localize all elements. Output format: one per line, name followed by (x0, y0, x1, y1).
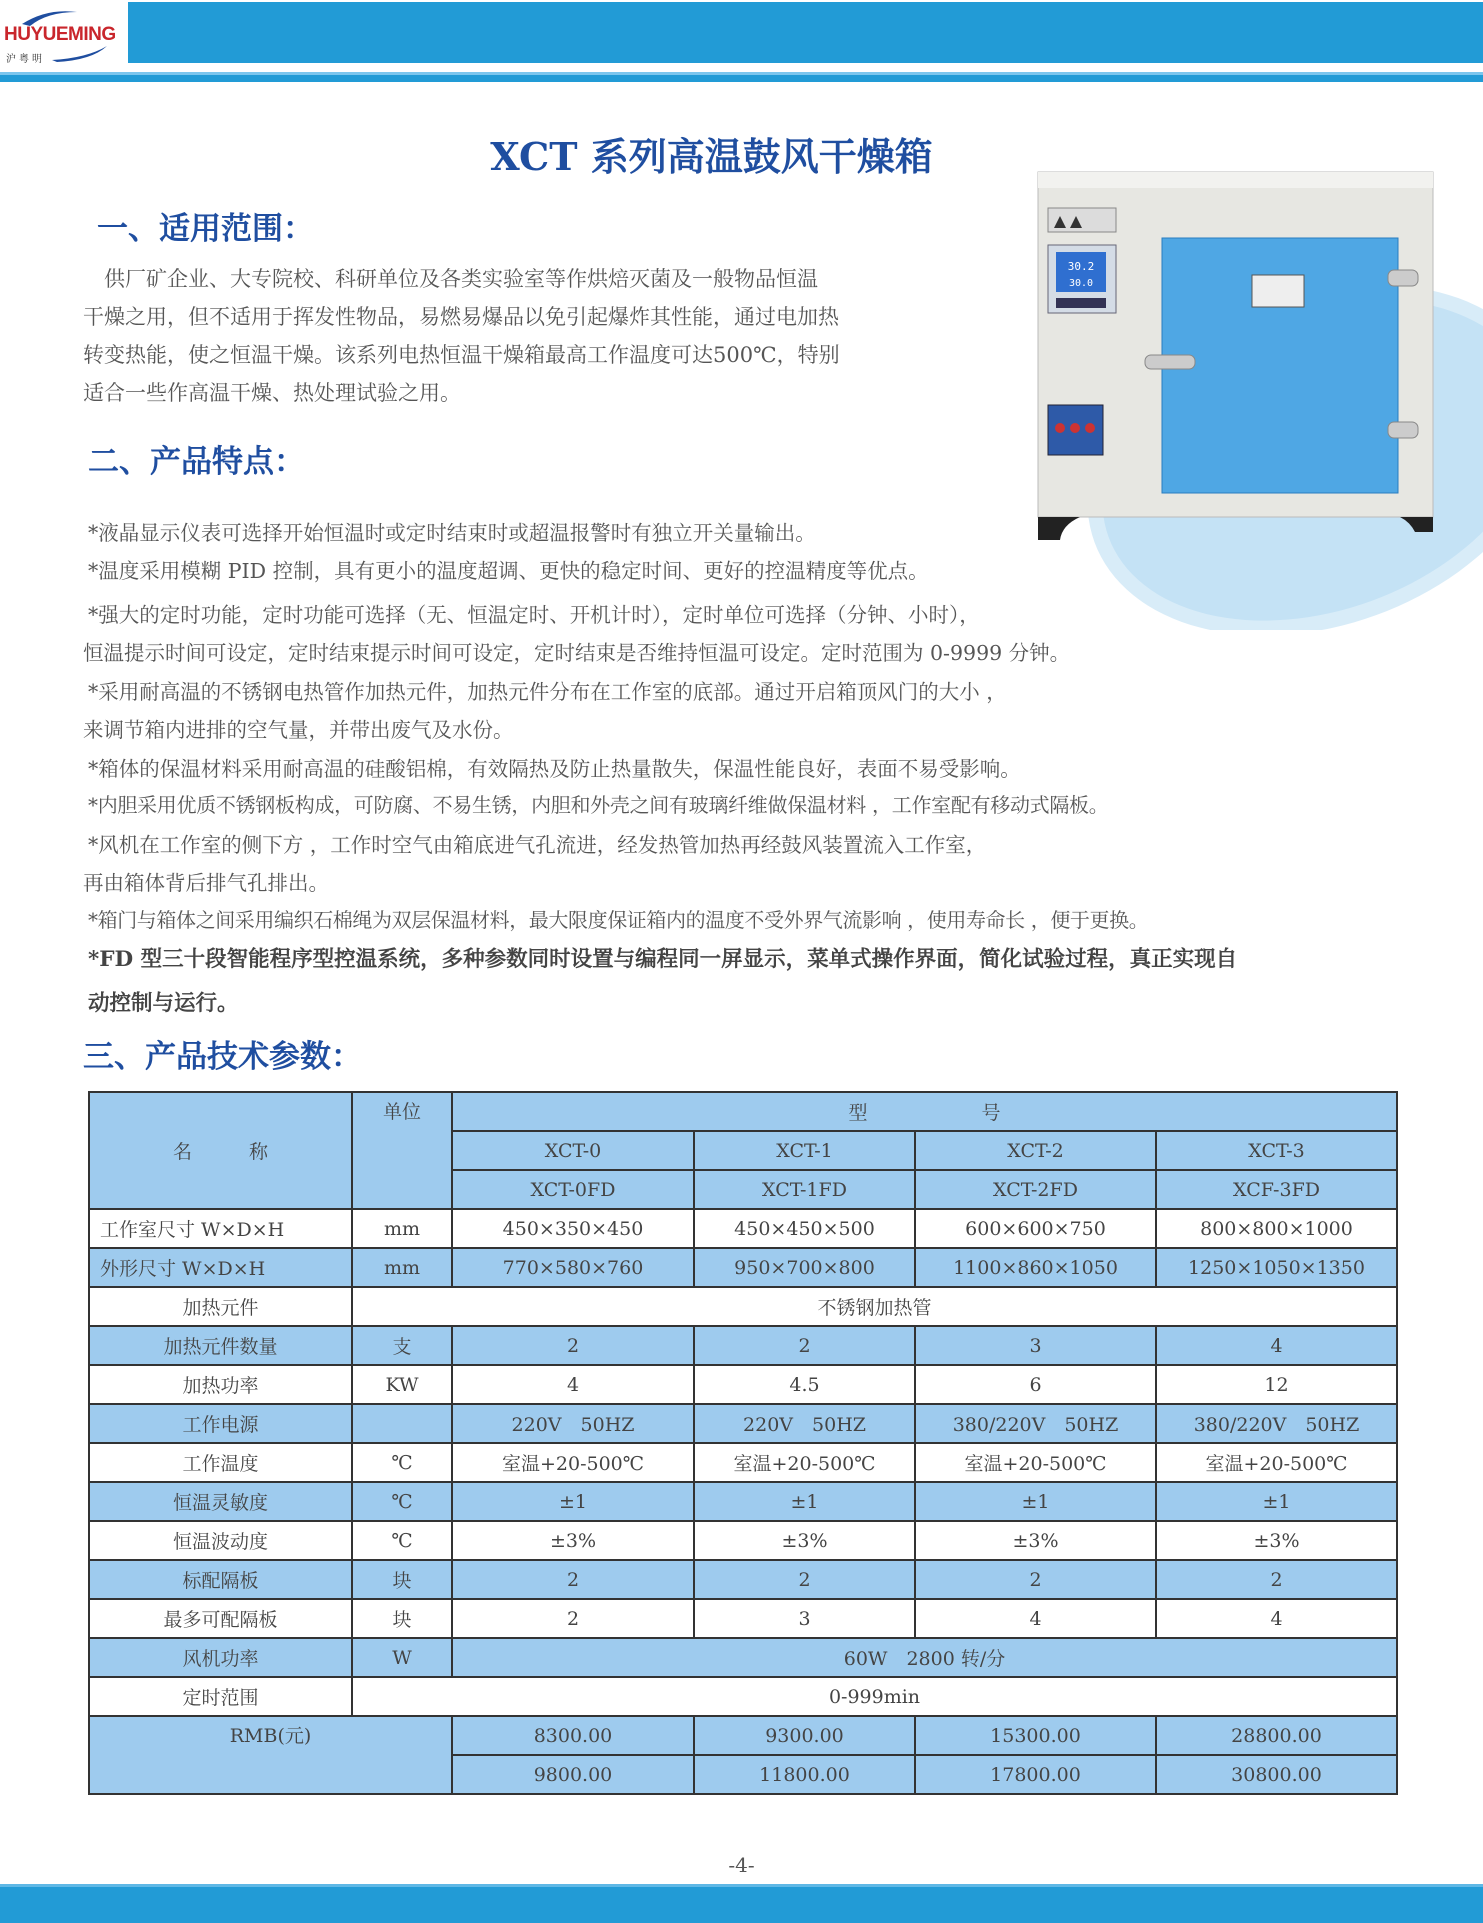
row-label: 工作温度 (89, 1443, 352, 1482)
price-cell: 8300.00 (452, 1716, 694, 1755)
price-row (89, 1716, 1397, 1755)
logo-subtext: 沪粤明 (6, 54, 45, 65)
value-cell: 3 (915, 1326, 1156, 1365)
value-cell: ±3% (1156, 1521, 1397, 1560)
feature-line: *内胆采用优质不锈钢板构成，可防腐、不易生锈，内胆和外壳之间有玻璃纤维做保温材料 ，工作室配有移动式隔板。 (88, 793, 1109, 817)
row-label: 加热元件数量 (89, 1326, 352, 1365)
value-cell: 2 (452, 1560, 694, 1599)
model-cell: XCT-0 (452, 1131, 694, 1170)
paragraph-line: 适合一些作高温干燥、热处理试验之用。 (83, 381, 461, 405)
value-cell: 2 (452, 1326, 694, 1365)
page-number: -4- (728, 1853, 755, 1877)
table-row (89, 1248, 1397, 1287)
value-cell: 220V 50HZ (694, 1404, 915, 1443)
footer-band (0, 1884, 1483, 1923)
row-label: 风机功率 (89, 1638, 352, 1677)
row-label: 最多可配隔板 (89, 1599, 352, 1638)
price-label: RMB(元) (89, 1716, 452, 1794)
unit-cell: mm (352, 1248, 452, 1287)
value-cell: 950×700×800 (694, 1248, 915, 1287)
value-cell: 4 (452, 1365, 694, 1404)
value-cell: 380/220V 50HZ (1156, 1404, 1397, 1443)
value-cell: 800×800×1000 (1156, 1209, 1397, 1248)
value-cell: 600×600×750 (915, 1209, 1156, 1248)
name-header: 名 称 (89, 1092, 352, 1209)
value-cell: 4.5 (694, 1365, 915, 1404)
price-fd-cell: 30800.00 (1156, 1755, 1397, 1794)
table-header-row (89, 1092, 1397, 1131)
table-row (89, 1560, 1397, 1599)
feature-line: *风机在工作室的侧下方 ，工作时空气由箱底进气孔流进，经发热管加热再经鼓风装置流入工作室， (88, 833, 987, 857)
table-row (89, 1404, 1397, 1443)
value-cell: ±3% (452, 1521, 694, 1560)
value-cell: 220V 50HZ (452, 1404, 694, 1443)
row-label: 外形尺寸 W×D×H (89, 1248, 352, 1287)
row-label: 标配隔板 (89, 1560, 352, 1599)
company-logo (2, 8, 126, 65)
paragraph-line: 干燥之用，但不适用于挥发性物品，易燃易爆品以免引起爆炸其性能，通过电加热 (83, 305, 839, 329)
unit-cell: ℃ (352, 1482, 452, 1521)
table-row (89, 1365, 1397, 1404)
table-row (89, 1443, 1397, 1482)
table-row (89, 1638, 1397, 1677)
unit-cell: mm (352, 1209, 452, 1248)
price-cell: 9300.00 (694, 1716, 915, 1755)
product-image (990, 160, 1483, 630)
table-row (89, 1677, 1397, 1716)
logo-text: HUYUEMING (4, 24, 116, 45)
model-fd-cell: XCT-0FD (452, 1170, 694, 1209)
paragraph-line: 供厂矿企业、大专院校、科研单位及各类实验室等作烘焙灭菌及一般物品恒温 (83, 267, 818, 291)
value-cell: 4 (1156, 1599, 1397, 1638)
price-fd-cell: 11800.00 (694, 1755, 915, 1794)
unit-cell: 支 (352, 1326, 452, 1365)
value-cell: 450×450×500 (694, 1209, 915, 1248)
paragraph-line: 转变热能，使之恒温干燥。该系列电热恒温干燥箱最高工作温度可达500℃，特别 (83, 343, 840, 367)
table-row (89, 1287, 1397, 1326)
feature-line: 再由箱体背后排气孔排出。 (83, 871, 329, 895)
row-label: 加热元件 (89, 1287, 352, 1326)
unit-cell: 块 (352, 1560, 452, 1599)
value-cell: 2 (915, 1560, 1156, 1599)
value-cell: ±1 (1156, 1482, 1397, 1521)
model-header: 型 号 (452, 1092, 1397, 1131)
row-value: 不锈钢加热管 (352, 1287, 1397, 1326)
model-fd-cell: XCF-3FD (1156, 1170, 1397, 1209)
feature-line: 恒温提示时间可设定，定时结束提示时间可设定，定时结束是否维持恒温可设定。定时范围为 0-9999 分钟。 (83, 641, 1071, 665)
model-cell: XCT-1 (694, 1131, 915, 1170)
value-cell: 室温+20-500℃ (694, 1443, 915, 1482)
price-cell: 15300.00 (915, 1716, 1156, 1755)
row-label: 定时范围 (89, 1677, 352, 1716)
table-row (89, 1209, 1397, 1248)
model-cell: XCT-2 (915, 1131, 1156, 1170)
unit-cell: 块 (352, 1599, 452, 1638)
value-cell: 3 (694, 1599, 915, 1638)
table-row (89, 1599, 1397, 1638)
header-band (128, 2, 1483, 63)
feature-line: 来调节箱内进排的空气量，并带出废气及水份。 (83, 718, 514, 742)
feature-line: *FD 型三十段智能程序型控温系统，多种参数同时设置与编程同一屏显示，菜单式操作界面，简化试验过程，真正实现自 (88, 947, 1238, 972)
table-row (89, 1482, 1397, 1521)
feature-line: *箱门与箱体之间采用编织石棉绳为双层保温材料，最大限度保证箱内的温度不受外界气流影响 ，使用寿命长 ，便于更换。 (88, 908, 1149, 932)
section-heading-features: 二、产品特点： (88, 444, 305, 480)
value-cell: 380/220V 50HZ (915, 1404, 1156, 1443)
value-cell: 4 (1156, 1326, 1397, 1365)
table-row (89, 1326, 1397, 1365)
row-label: 工作室尺寸 W×D×H (89, 1209, 352, 1248)
value-cell: ±1 (915, 1482, 1156, 1521)
value-cell: 2 (1156, 1560, 1397, 1599)
price-fd-cell: 17800.00 (915, 1755, 1156, 1794)
value-cell: 室温+20-500℃ (452, 1443, 694, 1482)
value-cell: 2 (694, 1326, 915, 1365)
value-cell: 室温+20-500℃ (915, 1443, 1156, 1482)
feature-line: *采用耐高温的不锈钢电热管作加热元件，加热元件分布在工作室的底部。通过开启箱顶风门的大小 ， (88, 680, 1007, 704)
table-row (89, 1521, 1397, 1560)
value-cell: ±1 (452, 1482, 694, 1521)
section-heading-specs: 三、产品技术参数： (83, 1039, 362, 1075)
value-cell: 12 (1156, 1365, 1397, 1404)
sv-readout: 30.0 (1068, 278, 1094, 289)
value-cell: ±3% (915, 1521, 1156, 1560)
feature-line: *强大的定时功能，定时功能可选择（无、恒温定时、开机计时），定时单位可选择（分钟、小时）， (88, 603, 980, 627)
feature-line: 动控制与运行。 (88, 991, 239, 1016)
value-cell: 450×350×450 (452, 1209, 694, 1248)
model-fd-cell: XCT-1FD (694, 1170, 915, 1209)
unit-cell: KW (352, 1365, 452, 1404)
value-cell: 770×580×760 (452, 1248, 694, 1287)
spec-table (88, 1091, 1398, 1795)
page-title: XCT 系列高温鼓风干燥箱 (490, 134, 933, 179)
header-divider (0, 75, 1483, 82)
feature-line: *温度采用模糊 PID 控制，具有更小的温度超调、更快的稳定时间、更好的控温精度等优点。 (88, 559, 929, 583)
value-cell: 1250×1050×1350 (1156, 1248, 1397, 1287)
price-cell: 28800.00 (1156, 1716, 1397, 1755)
unit-cell: ℃ (352, 1521, 452, 1560)
unit-header: 单位 (352, 1092, 452, 1209)
value-cell: 2 (452, 1599, 694, 1638)
unit-cell (352, 1404, 452, 1443)
value-cell: 6 (915, 1365, 1156, 1404)
row-value: 0-999min (352, 1677, 1397, 1716)
value-cell: ±1 (694, 1482, 915, 1521)
row-value: 60W 2800 转/分 (452, 1638, 1397, 1677)
value-cell: 4 (915, 1599, 1156, 1638)
unit-cell: ℃ (352, 1443, 452, 1482)
value-cell: ±3% (694, 1521, 915, 1560)
model-cell: XCT-3 (1156, 1131, 1397, 1170)
section-heading-scope: 一、适用范围： (97, 211, 314, 247)
feature-line: *液晶显示仪表可选择开始恒温时或定时结束时或超温报警时有独立开关量输出。 (88, 521, 816, 545)
pv-readout: 30.2 (1067, 260, 1095, 273)
row-label: 加热功率 (89, 1365, 352, 1404)
value-cell: 室温+20-500℃ (1156, 1443, 1397, 1482)
model-fd-cell: XCT-2FD (915, 1170, 1156, 1209)
row-label: 恒温灵敏度 (89, 1482, 352, 1521)
value-cell: 1100×860×1050 (915, 1248, 1156, 1287)
feature-line: *箱体的保温材料采用耐高温的硅酸铝棉，有效隔热及防止热量散失，保温性能良好，表面不易受影响。 (88, 757, 1021, 781)
row-label: 工作电源 (89, 1404, 352, 1443)
row-label: 恒温波动度 (89, 1521, 352, 1560)
price-fd-cell: 9800.00 (452, 1755, 694, 1794)
scope-paragraph (83, 260, 1013, 412)
unit-cell: W (352, 1638, 452, 1677)
value-cell: 2 (694, 1560, 915, 1599)
